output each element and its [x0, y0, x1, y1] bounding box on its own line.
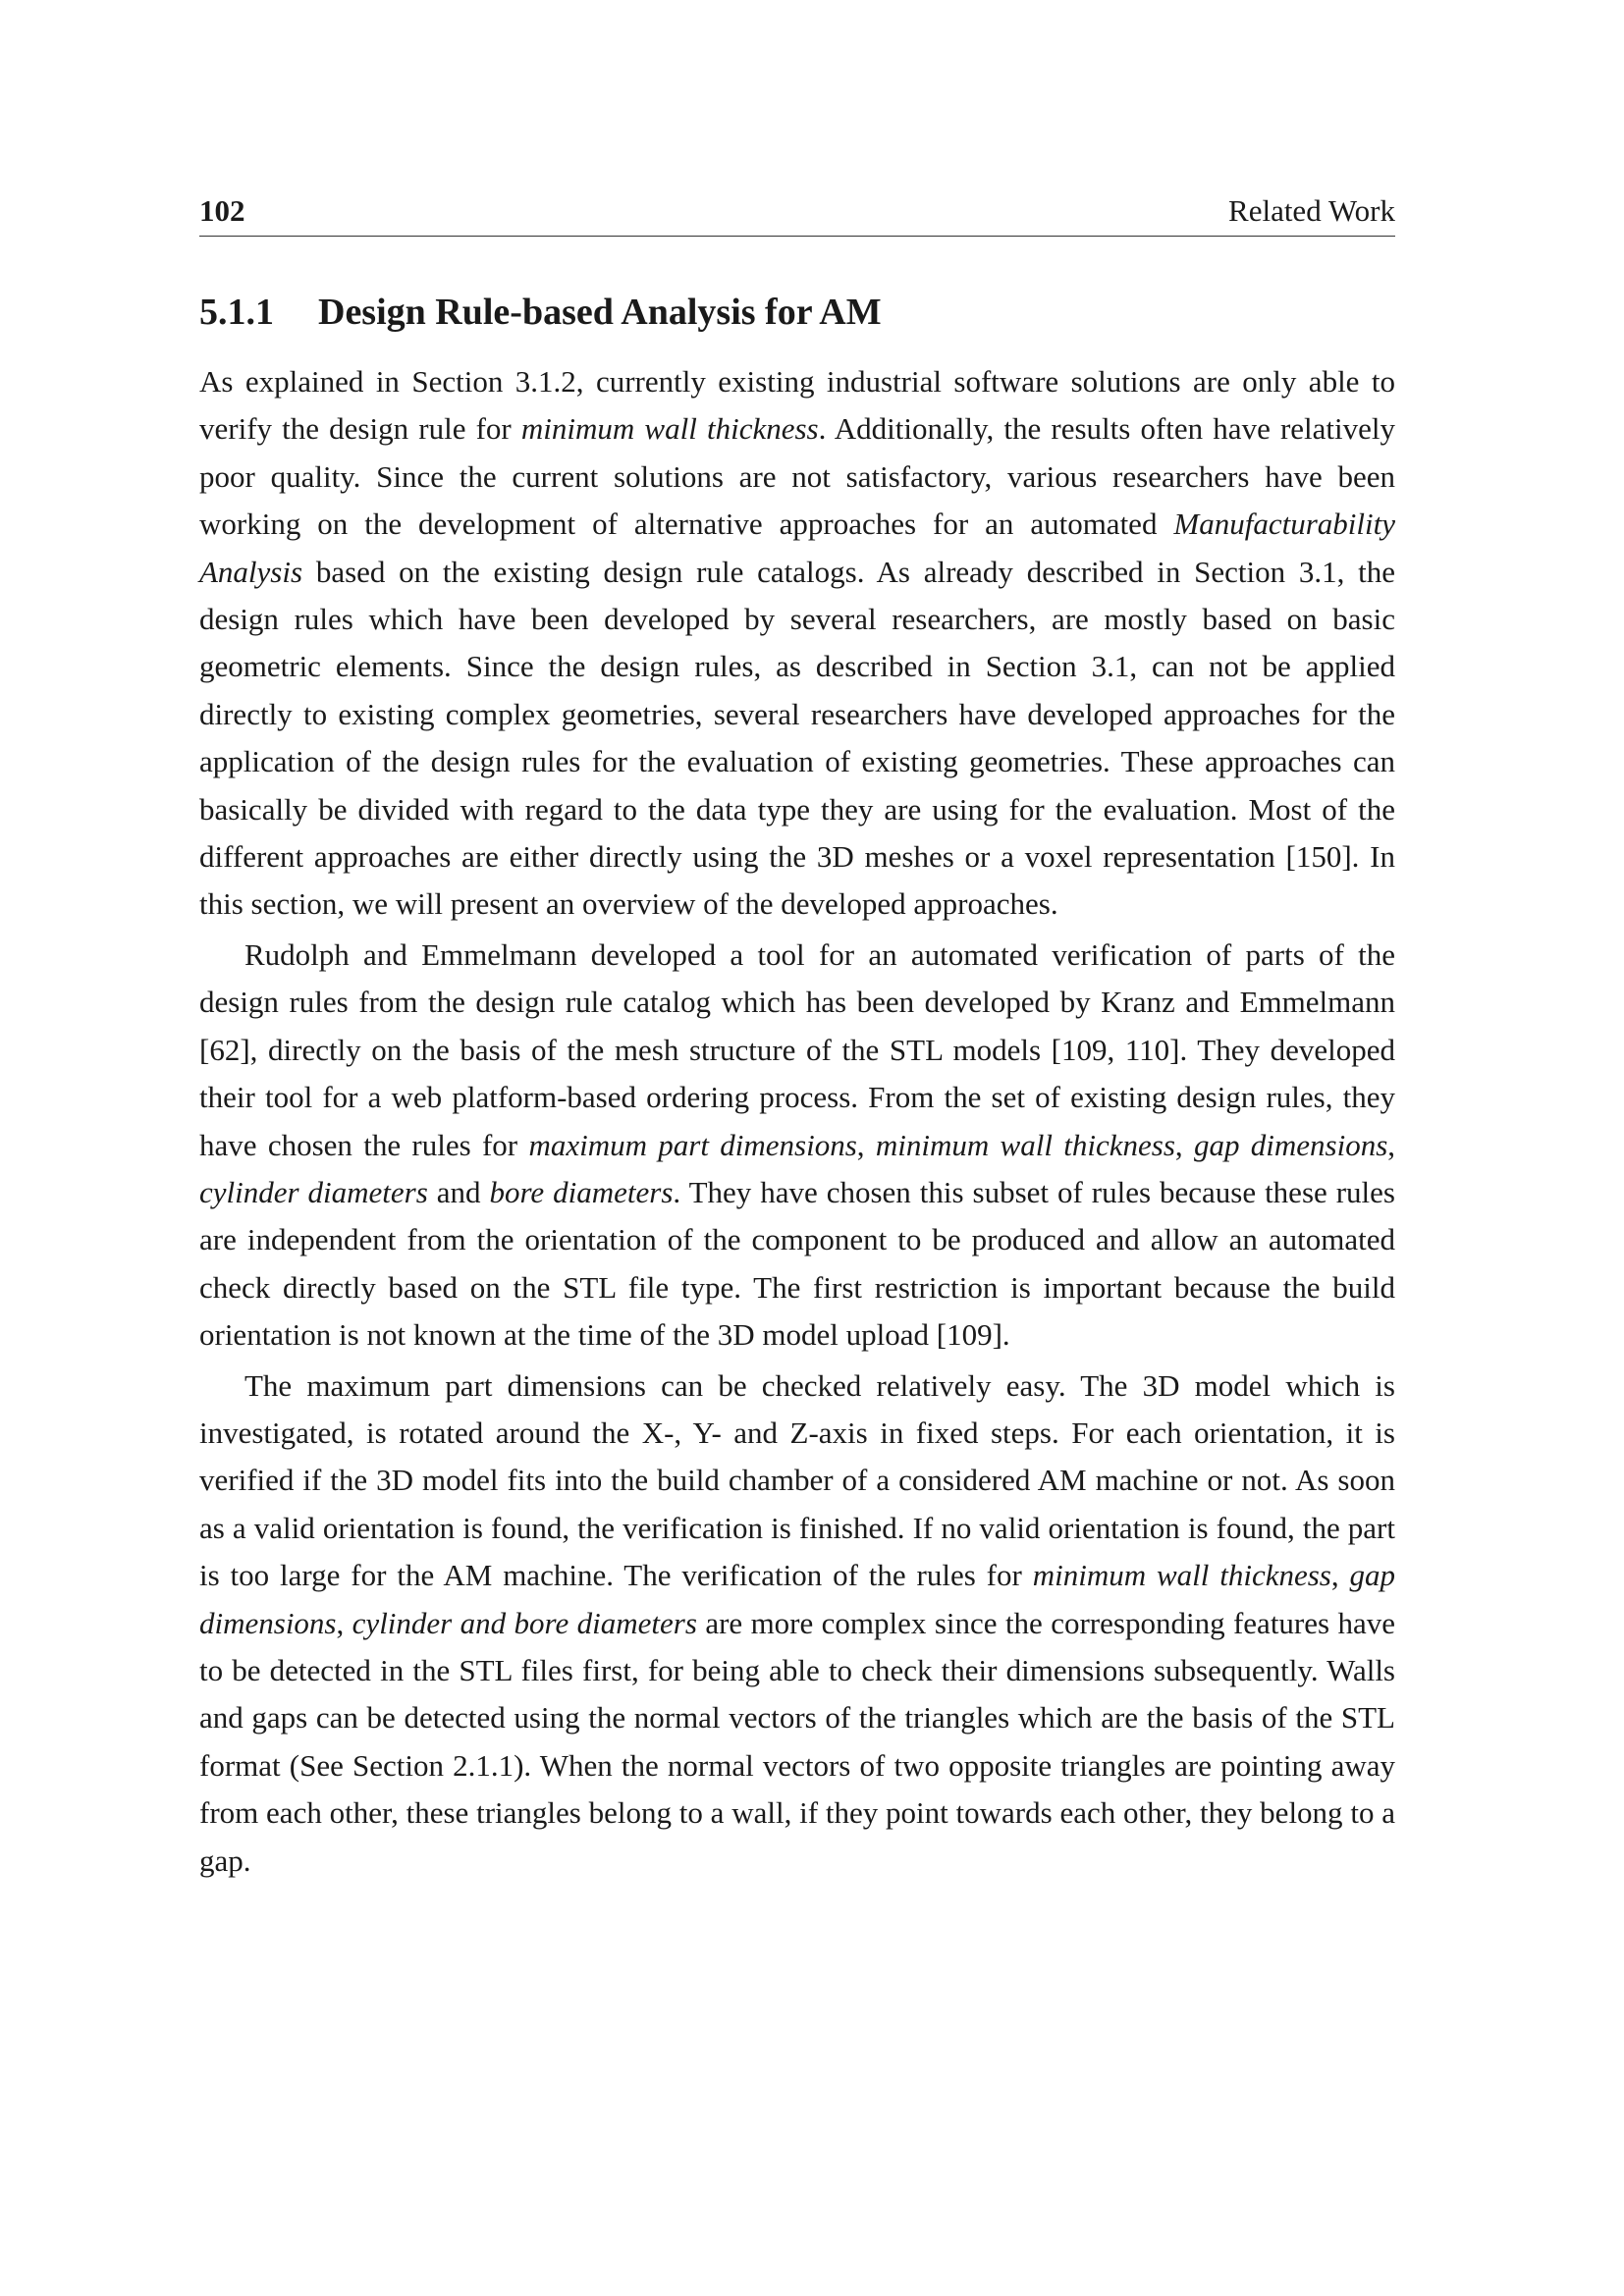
paragraph-1-text: As explained in Section 3.1.2, currently existing industrial software solutions are only able to verify the design rule for	[199, 364, 1395, 447]
paragraph-3-text: ,	[1330, 1558, 1350, 1593]
paragraph-2-emphasis: gap dimensions	[1193, 1127, 1388, 1162]
paragraph-2-text: ,	[856, 1127, 876, 1162]
section-heading	[199, 290, 1395, 335]
page-number: 102	[199, 193, 245, 228]
paragraph-3-emphasis: minimum wall thickness	[1032, 1558, 1331, 1593]
paragraph-2	[199, 932, 1395, 1360]
paragraph-2-text: and	[427, 1174, 490, 1209]
paragraph-3-emphasis: cylinder and bore diameters	[352, 1605, 697, 1640]
paragraph-1-text: . Additionally, the results often have relatively poor quality. Since the current solutions are not satisfactory, various researchers have been working on the development of alternative approaches for an automated	[199, 411, 1396, 542]
section-title: Design Rule-based Analysis for AM	[318, 292, 882, 333]
section-number: 5.1.1	[199, 292, 274, 333]
paragraph-2-text: ,	[1174, 1127, 1194, 1162]
paragraph-3-emphasis: gap dimensions	[199, 1558, 1396, 1640]
running-header	[199, 192, 1395, 237]
paragraph-3	[199, 1362, 1395, 1885]
paragraph-2-text: ,	[1387, 1127, 1396, 1162]
paragraph-1-emphasis: minimum wall thickness	[520, 411, 819, 447]
paragraph-2-emphasis: minimum wall thickness	[875, 1127, 1175, 1162]
paragraph-1-text: based on the existing design rule catalogs. As already described in Section 3.1, the design rules which have been developed by several researchers, are mostly based on basic geometric elements. Since the design rules, as described in Section 3.1, can not be applied directly to existing complex geometries, several researchers have developed approaches for the application of the design rules for the evaluation of existing geometries. These approaches can basically be divided with regard to the data type they are using for the evaluation. Most of the different approaches are either directly using the 3D meshes or a voxel representation [150]. In this section, we will present an overview of the developed approaches.	[199, 554, 1395, 922]
paragraph-3-text: The maximum part dimensions can be checked relatively easy. The 3D model which is investigated, is rotated around the X-, Y- and Z-axis in fixed steps. For each orientation, it is verified if the 3D model fits into the build chamber of a considered AM machine or not. As soon as a valid orientation is found, the verification is finished. If no valid orientation is found, the part is too large for the AM machine. The verification of the rules for	[199, 1367, 1395, 1593]
paragraph-2-emphasis: cylinder diameters	[199, 1174, 428, 1209]
paragraph-3-text: ,	[336, 1605, 352, 1640]
paragraph-2-text: Rudolph and Emmelmann developed a tool for an automated verification of parts of the design rules from the design rule catalog which has been developed by Kranz and Emmelmann [62], directly on the basis of the mesh structure of the STL models [109, 110]. They developed their tool for a web platform-based ordering process. From the set of existing design rules, they have chosen the rules for	[199, 936, 1395, 1162]
paragraph-2-emphasis: maximum part dimensions	[528, 1127, 857, 1162]
chapter-title: Related Work	[1228, 193, 1395, 228]
document-page	[199, 192, 1395, 1885]
paragraph-1	[199, 358, 1395, 929]
paragraph-1-emphasis: Manufacturability Analysis	[199, 507, 1395, 589]
paragraph-2-emphasis: bore diameters	[489, 1174, 674, 1209]
paragraph-3-text: are more complex since the corresponding features have to be detected in the STL files first, for being able to check their dimensions subsequently. Walls and gaps can be detected using the normal vectors of the triangles which are the basis of the STL format (See Section 2.1.1). When the normal vectors of two opposite triangles are pointing away from each other, these triangles belong to a wall, if they point towards each other, they belong to a gap.	[199, 1605, 1396, 1878]
paragraph-2-text: . They have chosen this subset of rules because these rules are independent from the orientation of the component to be produced and allow an automated check directly based on the STL file type. The first restriction is important because the build orientation is not known at the time of the 3D model upload [109].	[199, 1174, 1395, 1353]
